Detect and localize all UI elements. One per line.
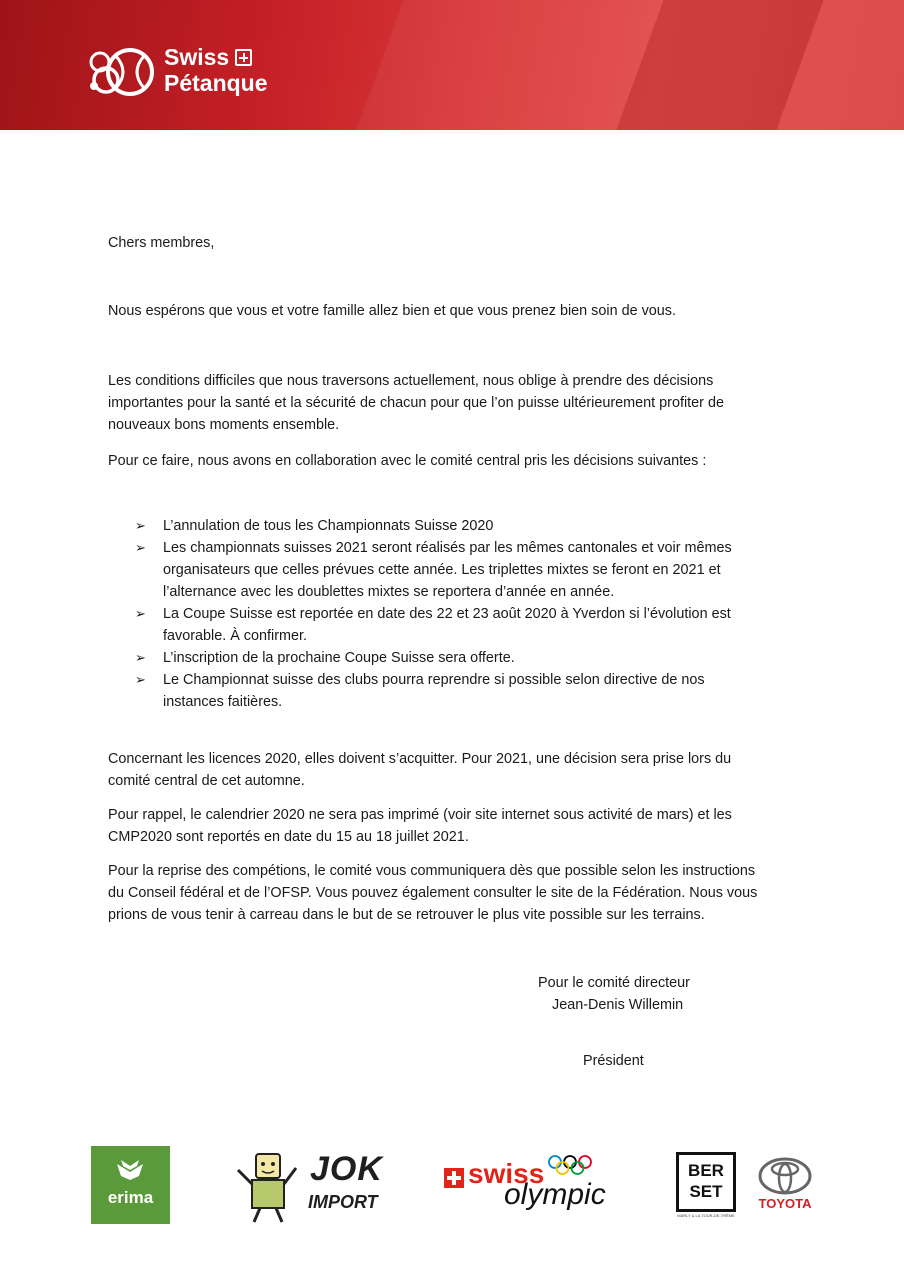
paragraph-2-line-2: importantes pour la santé et la sécurité de chacun pour que l’on puisse ultérieurement profiter de	[108, 395, 724, 411]
paragraph-1: Nous espérons que vous et votre famille allez bien et que vous prenez bien soin de vous.	[108, 303, 676, 319]
greeting: Chers membres,	[108, 235, 215, 251]
arrow-bullet-icon: ➢	[135, 606, 146, 621]
jok-import-logo	[232, 1148, 397, 1224]
list-item-text: Les championnats suisses 2021 seront réalisés par les mêmes cantonales et voir mêmes	[163, 540, 732, 556]
arrow-bullet-icon: ➢	[135, 540, 146, 555]
list-item	[108, 603, 808, 647]
berset-wordmark-top: BER	[688, 1161, 724, 1180]
list-item-text: l’alternance avec les doublettes mixtes se reportera d’année en année.	[163, 584, 615, 600]
swiss-flag-icon	[444, 1168, 464, 1188]
toyota-emblem-icon	[748, 1156, 822, 1196]
list-item	[108, 515, 808, 537]
paragraph-5-line-1: Pour rappel, le calendrier 2020 ne sera pas imprimé (voir site internet sous activité de mars) et les	[108, 807, 732, 823]
erima-logo	[91, 1146, 170, 1224]
list-item-text: organisateurs que celles prévues cette année. Les triplettes mixtes se feront en 2021 et	[163, 562, 721, 578]
signatory-title: Président	[583, 1053, 644, 1069]
swiss-petanque-logo	[86, 42, 286, 102]
paragraph-6-line-1: Pour la reprise des compétions, le comité vous communiquera dès que possible selon les instructions	[108, 863, 756, 879]
erima-wordmark: erima	[107, 1188, 154, 1207]
berset-logo	[676, 1152, 736, 1212]
import-wordmark: IMPORT	[308, 1192, 378, 1212]
signature-line: Pour le comité directeur	[538, 975, 690, 991]
paragraph-4-line-2: comité central de cet automne.	[108, 773, 305, 789]
jok-wordmark: JOK	[310, 1150, 383, 1188]
list-item-text: favorable. À confirmer.	[163, 628, 307, 644]
jok-mascot-icon	[232, 1148, 312, 1224]
letterhead-banner	[0, 0, 904, 130]
toyota-wordmark: TOYOTA	[758, 1196, 812, 1211]
paragraph-4-line-1: Concernant les licences 2020, elles doivent s’acquitter. Pour 2021, une décision sera prise lors du	[108, 751, 732, 767]
arrow-bullet-icon: ➢	[135, 518, 146, 533]
petanque-balls-icon	[86, 42, 158, 102]
swiss-olympic-logo	[444, 1154, 619, 1216]
olympic-rings-icon	[546, 1154, 596, 1178]
erima-wings-icon	[91, 1146, 170, 1186]
list-item-text: L’annulation de tous les Championnats Suisse 2020	[163, 518, 494, 534]
paragraph-6-line-3: prions de vous tenir à carreau dans le but de se retrouver le plus vite possible sur les terrains.	[108, 907, 705, 923]
list-item-text: La Coupe Suisse est reportée en date des 22 et 23 août 2020 à Yverdon si l’évolution est	[163, 606, 731, 622]
list-item	[108, 537, 808, 603]
list-item-text: L’inscription de la prochaine Coupe Suisse sera offerte.	[163, 650, 515, 666]
paragraph-2-line-1: Les conditions difficiles que nous traversons actuellement, nous oblige à prendre des décisions	[108, 373, 714, 389]
berset-tagline: MARLY & LA TOUR-DE-TRÊME	[677, 1213, 735, 1218]
olympic-wordmark: olympic	[504, 1178, 606, 1211]
arrow-bullet-icon: ➢	[135, 650, 146, 665]
swiss-cross-icon	[235, 49, 252, 66]
brand-name-line2: Pétanque	[164, 70, 268, 96]
swiss-wordmark: swiss	[468, 1158, 545, 1189]
paragraph-6-line-2: du Conseil fédéral et de l’OFSP. Vous pouvez également consulter le site de la Fédération. Nous vous	[108, 885, 758, 901]
paragraph-3: Pour ce faire, nous avons en collaboration avec le comité central pris les décisions suivantes :	[108, 453, 707, 469]
arrow-bullet-icon: ➢	[135, 672, 146, 687]
decisions-list	[108, 515, 808, 713]
berset-wordmark-bottom: SET	[689, 1182, 723, 1201]
list-item-text: Le Championnat suisse des clubs pourra reprendre si possible selon directive de nos	[163, 672, 705, 688]
list-item	[108, 647, 808, 669]
brand-name-line1: Swiss	[164, 44, 230, 70]
paragraph-5-line-2: CMP2020 sont reportés en date du 15 au 18 juillet 2021.	[108, 829, 469, 845]
paragraph-2-line-3: nouveaux bons moments ensemble.	[108, 417, 340, 433]
signatory-name: Jean-Denis Willemin	[552, 997, 684, 1013]
list-item	[108, 669, 808, 713]
list-item-text: instances faitières.	[163, 694, 283, 710]
